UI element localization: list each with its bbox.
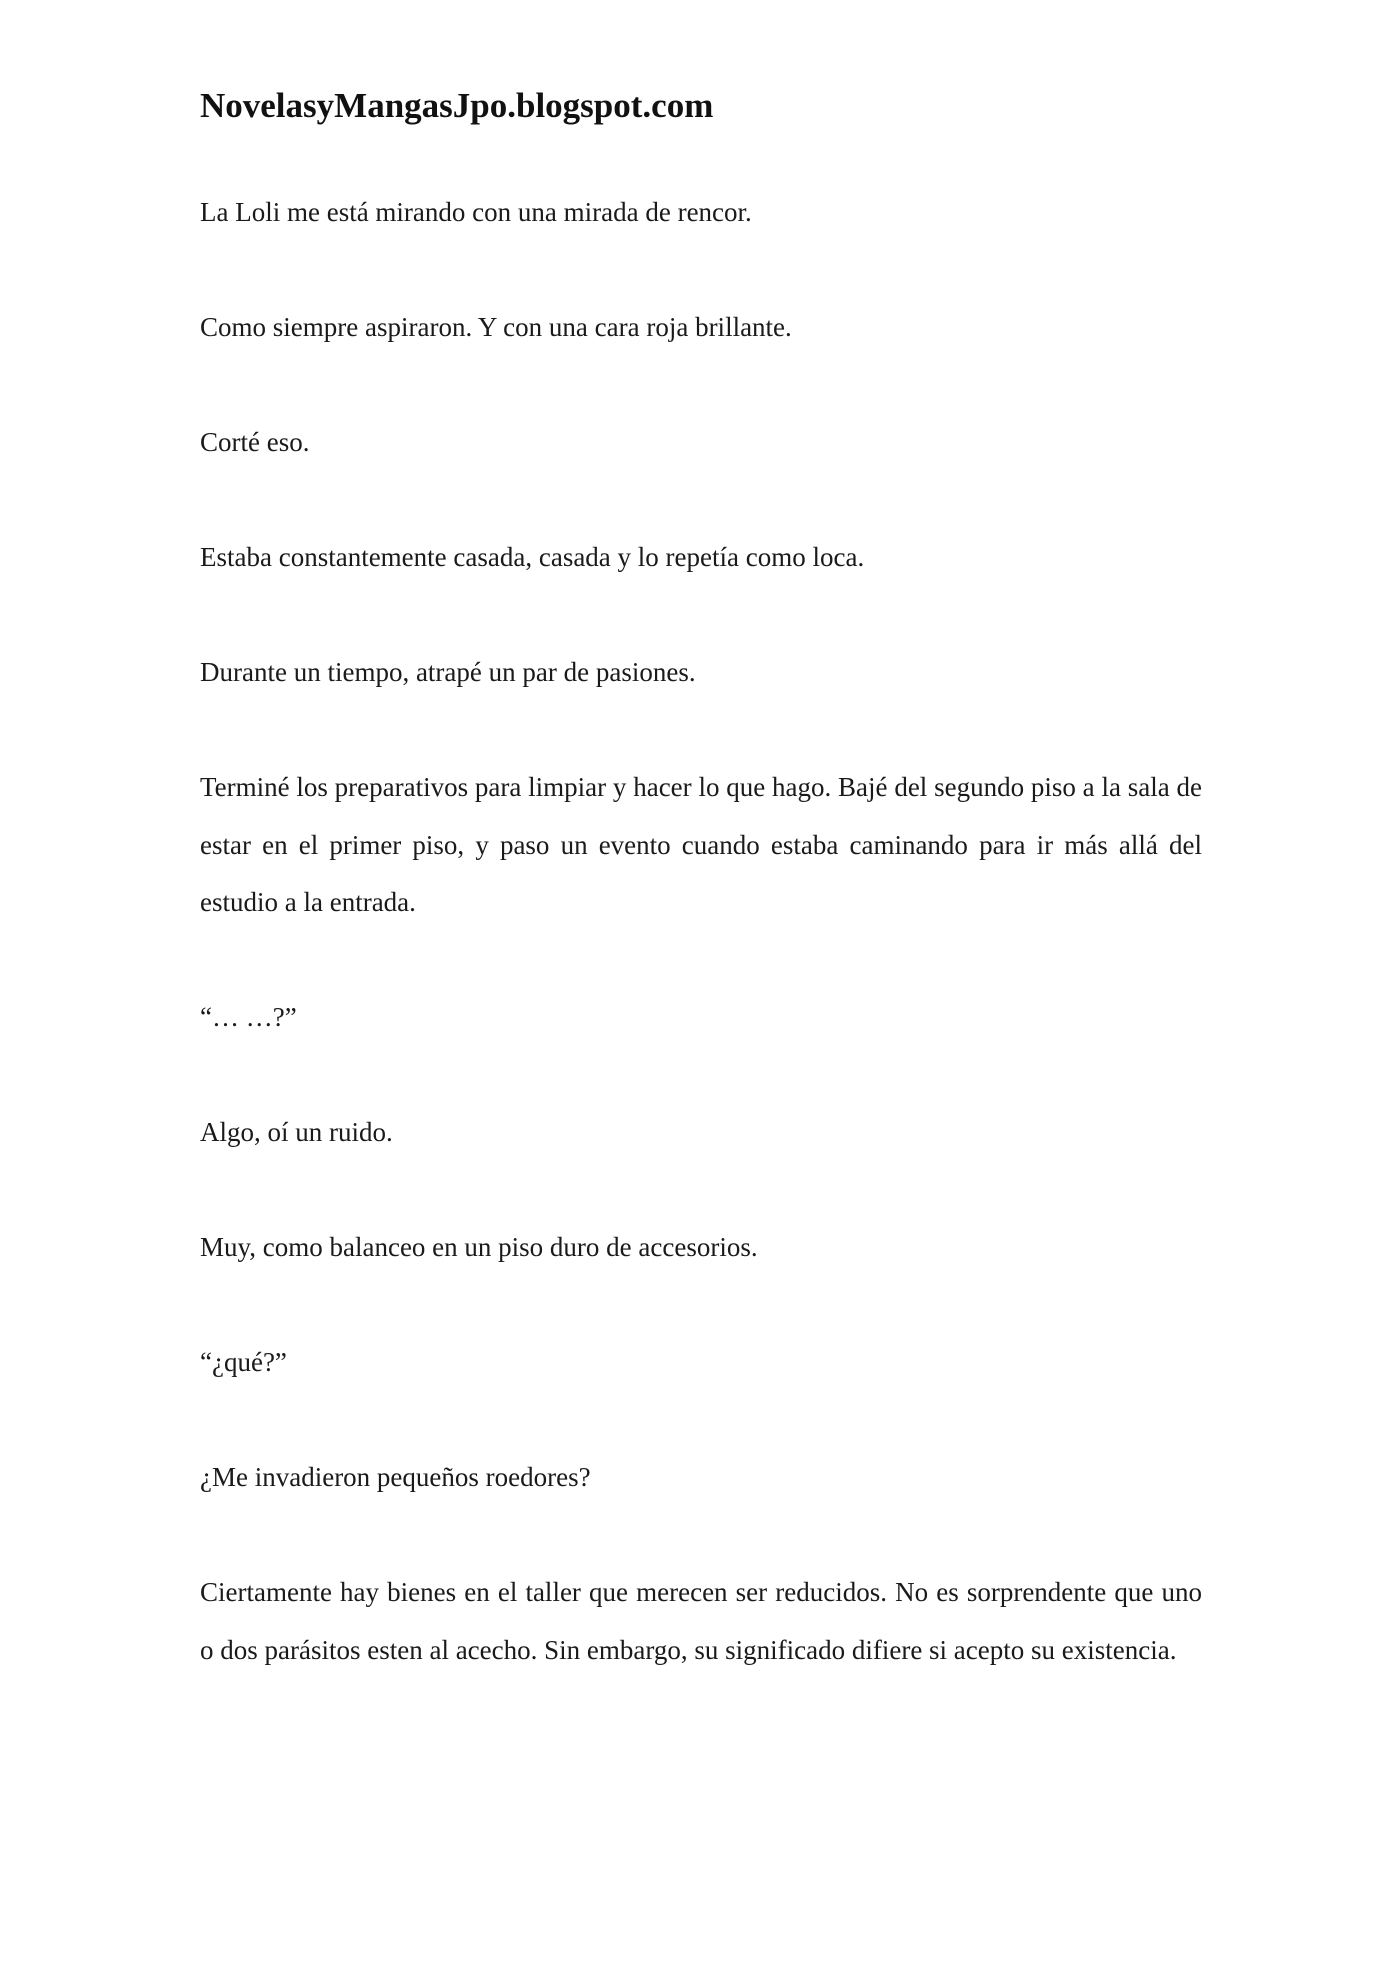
paragraph: Muy, como balanceo en un piso duro de accesorios. [200,1232,758,1262]
paragraph: Terminé los preparativos para limpiar y hacer lo que hago. Bajé del segundo piso a la sala de estar en el primer piso, y paso un evento cuando estaba caminando para ir más allá del estudio a la entrada. [200,772,1202,917]
paragraph: “… …?” [200,1002,297,1032]
paragraph: La Loli me está mirando con una mirada de rencor. [200,197,752,227]
paragraph: “¿qué?” [200,1347,287,1377]
paragraph: Corté eso. [200,427,310,457]
site-header-title: NovelasyMangasJpo.blogspot.com [200,86,714,125]
paragraph: ¿Me invadieron pequeños roedores? [200,1462,591,1492]
paragraph: Como siempre aspiraron. Y con una cara roja brillante. [200,312,792,342]
paragraph: Ciertamente hay bienes en el taller que merecen ser reducidos. No es sorprendente que uno o dos parásitos esten al acecho. Sin embargo, su significado difiere si acepto su existencia. [200,1577,1202,1665]
paragraph: Estaba constantemente casada, casada y lo repetía como loca. [200,542,865,572]
document-body [200,184,1202,1679]
paragraph: Algo, oí un ruido. [200,1117,393,1147]
paragraph: Durante un tiempo, atrapé un par de pasiones. [200,657,696,687]
